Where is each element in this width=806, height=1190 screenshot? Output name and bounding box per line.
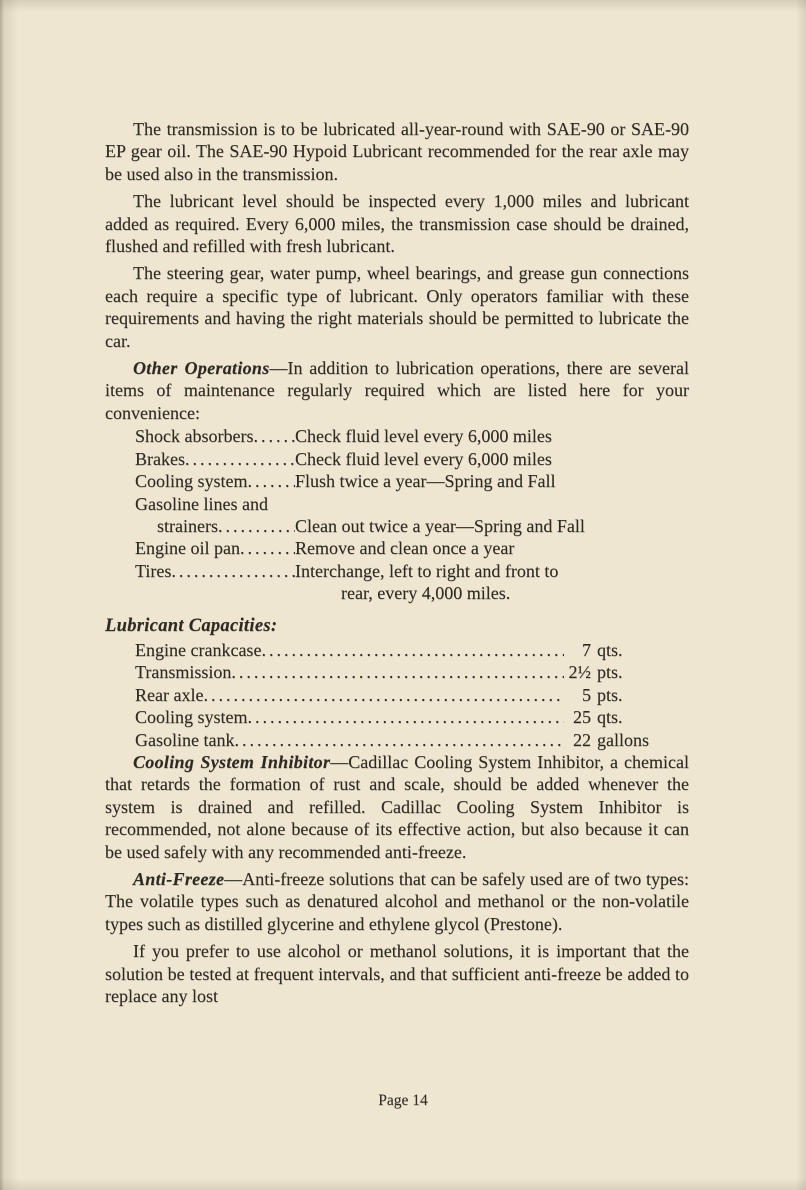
maintenance-item-engine-oil-pan [135,537,689,559]
other-operations-heading: Other Operations [133,358,270,379]
maintenance-list [135,425,689,604]
dot-leader [171,560,295,582]
capacity-unit: pts. [597,662,623,683]
capacity-label: Gasoline tank [135,729,235,750]
item-label: strainers [157,515,218,536]
maintenance-item-gasoline-strainers [135,515,689,537]
capacities-table [135,639,689,751]
item-label: Tires [135,560,172,581]
capacity-label: Cooling system [135,707,248,728]
paragraph-cooling-inhibitor [105,751,689,863]
dot-leader [234,729,564,751]
capacity-amount: 5 [582,684,591,705]
capacity-row-rear-axle [135,684,689,706]
capacity-label: Transmission [135,662,232,683]
capacity-amount: 25 [573,707,591,728]
item-value: Interchange, left to right and front to [295,560,559,581]
anti-freeze-text: —Anti-freeze solutions that can be safely used are of two types: The volatile types such as denatured alcohol and methanol or the non-volatile types such as distilled glycerine and ethylene glycol (Prestone). [105,869,689,934]
maintenance-item-brakes [135,448,689,470]
item-value: Flush twice a year—Spring and Fall [295,471,556,492]
dot-leader [203,684,564,706]
maintenance-item-tires [135,560,689,582]
item-value: Remove and clean once a year [295,538,515,559]
capacity-amount: 2½ [568,662,591,683]
item-value-continuation: rear, every 4,000 miles. [341,583,511,604]
dot-leader [261,639,564,661]
paragraph-steering-gear: The steering gear, water pump, wheel bearings, and grease gun connections each require a specific type of lubricant. Only operators familiar with these requirements and having the right materials should be permitted to lubricate the car. [105,263,689,351]
paragraph-other-operations [105,357,689,424]
cooling-inhibitor-heading: Cooling System Inhibitor [133,751,331,772]
page-number: Page 14 [378,1092,428,1109]
paragraph-lubricant-level: The lubricant level should be inspected every 1,000 miles and lubricant added as required. Every 6,000 miles, the transmission case should be drained, flushed and refilled with fresh lubricant. [105,191,689,257]
item-label: Brakes [135,448,185,469]
capacity-unit: gallons [597,729,649,750]
maintenance-item-cooling-system [135,470,689,492]
item-label: Engine oil pan [135,538,240,559]
dot-leader [248,706,564,728]
maintenance-item-shock-absorbers [135,425,689,447]
item-value: Check fluid level every 6,000 miles [295,448,552,469]
item-value: Check fluid level every 6,000 miles [295,426,552,447]
dot-leader [248,470,295,492]
anti-freeze-heading: Anti-Freeze [133,869,225,889]
other-operations-text: —In addition to lubrication operations, there are several items of maintenance regularly required which are listed here for your convenience: [105,358,689,423]
item-label: Shock absorbers [135,426,254,447]
dot-leader [185,448,295,470]
paragraph-alcohol-note: If you prefer to use alcohol or methanol solutions, it is important that the solution be tested at frequent intervals, and that sufficient anti-freeze be added to replace any lost [105,941,689,1007]
capacity-amount: 7 [582,639,591,660]
maintenance-item-gasoline-lines-pre [135,493,689,515]
capacity-label: Rear axle [135,684,204,705]
dot-leader [231,661,564,683]
paragraph-anti-freeze [105,868,689,935]
dot-leader [240,537,295,559]
lubricant-capacities-heading: Lubricant Capacities: [105,615,278,636]
capacity-amount: 22 [573,729,591,750]
capacity-unit: qts. [597,707,623,728]
capacity-row-transmission [135,661,689,683]
paragraph-transmission: The transmission is to be lubricated all-year-round with SAE-90 or SAE-90 EP gear oil. The SAE-90 Hypoid Lubricant recommended for the rear axle may be used also in the transmission. [105,119,689,184]
item-label: Cooling system [135,471,248,492]
capacity-unit: qts. [597,639,623,660]
item-label: Gasoline lines and [135,493,268,514]
capacity-row-cooling-system [135,706,689,728]
capacity-row-gasoline-tank [135,729,689,751]
dot-leader [218,515,295,537]
capacity-label: Engine crankcase [135,639,262,660]
capacity-unit: pts. [597,684,623,705]
item-value: Clean out twice a year—Spring and Fall [295,515,585,536]
maintenance-item-tires-continuation [135,582,689,604]
page-text-column [105,118,689,1007]
dot-leader [253,425,295,447]
cooling-inhibitor-text: —Cadillac Cooling System Inhibitor, a chemical that retards the formation of rust and scale, should be added whenever the system is drained and refilled. Cadillac Cooling System Inhibitor is recommended, not alone because of its effective action, but also because it can be used safely with any recommended anti-freeze. [105,751,689,862]
capacity-row-engine-crankcase [135,639,689,661]
